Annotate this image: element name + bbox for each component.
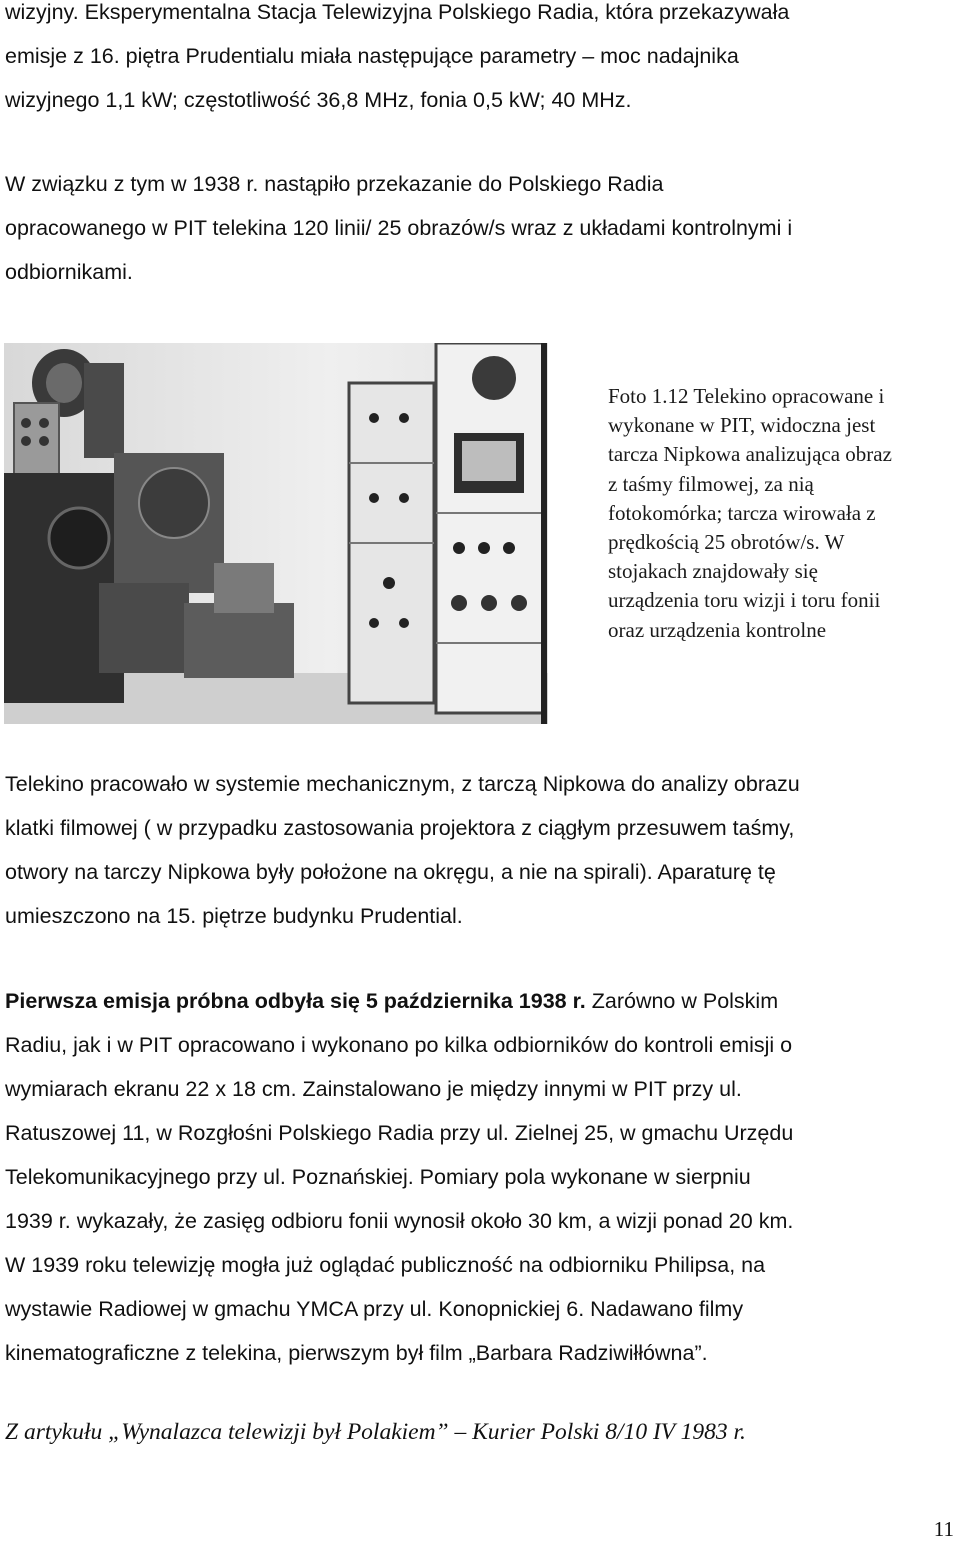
text-line: odbiornikami.	[5, 260, 133, 284]
text-line: Ratuszowej 11, w Rozgłośni Polskiego Radia przy ul. Zielnej 25, w gmachu Urzędu	[5, 1121, 794, 1145]
text-line: otwory na tarczy Nipkowa były położone na okręgu, a nie na spirali). Aparaturę tę	[5, 860, 776, 884]
text-line: Telekomunikacyjnego przy ul. Poznańskiej. Pomiary pola wykonane w sierpniu	[5, 1165, 751, 1189]
text-line: 1939 r. wykazały, że zasięg odbioru fonii wynosił około 30 km, a wizji ponad 20 km.	[5, 1209, 794, 1233]
bold-lead: Pierwsza emisja próbna odbyła się 5 października 1938 r.	[5, 989, 586, 1013]
text-line: wymiarach ekranu 22 x 18 cm. Zainstalowano je między innymi w PIT przy ul.	[5, 1077, 742, 1101]
text-line: W 1939 roku telewizję mogła już oglądać publiczność na odbiorniku Philipsa, na	[5, 1253, 766, 1277]
caption-line: z taśmy filmowej, za nią	[608, 471, 814, 496]
caption-line: stojakach znajdowały się	[608, 559, 818, 584]
caption-line: wykonane w PIT, widoczna jest	[608, 413, 876, 438]
text-line: emisje z 16. piętra Prudentialu miała następujące parametry – moc nadajnika	[5, 44, 739, 68]
caption-line: Foto 1.12 Telekino opracowane i	[608, 384, 885, 408]
text-line: wizyjnego 1,1 kW; częstotliwość 36,8 MHz, fonia 0,5 kW; 40 MHz.	[5, 88, 632, 112]
paragraph-transfer-1938	[5, 162, 955, 294]
text-line: wizyjny. Eksperymentalna Stacja Telewizyjna Polskiego Radia, która przekazywała	[5, 0, 790, 24]
text-line: umieszczono na 15. piętrze budynku Prudential.	[5, 904, 463, 928]
page-number: 11	[933, 1517, 954, 1541]
telecine-photo-drawing	[4, 343, 548, 724]
text-line: kinematograficzne z telekina, pierwszym był film „Barbara Radziwiłłówna”.	[5, 1341, 708, 1365]
telecine-photo	[4, 343, 548, 724]
text-line: opracowanego w PIT telekina 120 linii/ 25 obrazów/s wraz z układami kontrolnymi i	[5, 216, 793, 240]
text-line	[5, 979, 955, 1023]
text-line: Radiu, jak i w PIT opracowano i wykonano po kilka odbiorników do kontroli emisji o	[5, 1033, 793, 1057]
text-line: klatki filmowej ( w przypadku zastosowania projektora z ciągłym przesuwem taśmy,	[5, 816, 795, 840]
paragraph-telekino	[5, 762, 955, 938]
source-citation: Z artykułu „Wynalazca telewizji był Polakiem” – Kurier Polski 8/10 IV 1983 r.	[5, 1419, 746, 1445]
caption-line: oraz urządzenia kontrolne	[608, 617, 827, 642]
paragraph-station-parameters	[5, 0, 955, 122]
paragraph-first-emission	[5, 979, 955, 1375]
caption-line: urządzenia toru wizji i toru fonii	[608, 588, 881, 613]
first-line-rest: Zarówno w Polskim	[585, 989, 779, 1013]
photo-caption	[608, 382, 958, 645]
caption-line: tarcza Nipkowa analizująca obraz	[608, 442, 892, 467]
caption-line: fotokomórka; tarcza wirowała z	[608, 500, 876, 525]
caption-line: prędkością 25 obrotów/s. W	[608, 529, 845, 554]
text-line: Telekino pracowało w systemie mechanicznym, z tarczą Nipkowa do analizy obrazu	[5, 772, 800, 796]
text-line: W związku z tym w 1938 r. nastąpiło przekazanie do Polskiego Radia	[5, 172, 664, 196]
text-line: wystawie Radiowej w gmachu YMCA przy ul. Konopnickiej 6. Nadawano filmy	[5, 1297, 744, 1321]
